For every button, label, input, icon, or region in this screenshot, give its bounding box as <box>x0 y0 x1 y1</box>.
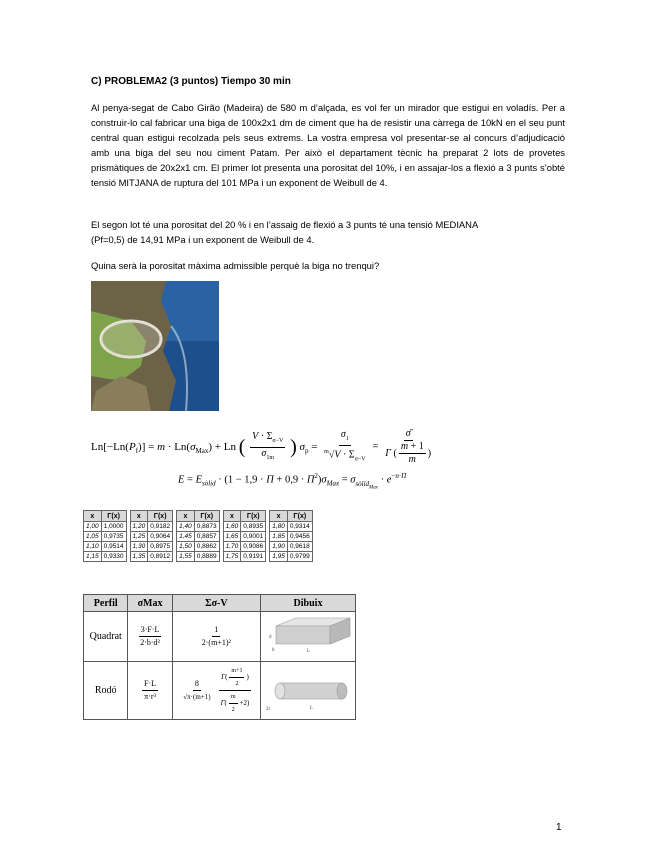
page-number: 1 <box>556 822 562 833</box>
sigma-sum-formula: $\frac{1}{\text{2·(m+1)²}}$ <box>172 612 260 662</box>
x-value: 1,70 <box>223 542 241 552</box>
gamma-value: 0,9618 <box>287 542 312 552</box>
second-lot-line-1: El segon lot té una porositat del 20 % i en l’assaig de flexió a 3 punts té una tensió MEDIANA <box>91 219 479 230</box>
x-value: 1,00 <box>84 522 102 532</box>
question-text: Quina serà la porositat màxima admissible perquè la biga no trenqui? <box>91 260 380 271</box>
x-value: 1,60 <box>223 522 241 532</box>
round-beam-drawing <box>261 662 356 720</box>
svg-text:b: b <box>272 648 275 653</box>
gamma-value: 0,9330 <box>101 552 126 562</box>
weibull-equation: $Ln[-Ln(P_f)] = m \cdot Ln(\sigma_{Max}) + Ln$ ( $\frac{V \cdot \Sigma_{\sigma-V}}{\sigma_{1m}}$ ) $\sigma_p$ = $\frac{\sigma_1}{^m√V \cdot \Sigma_{\sigma-V}}$ = σ̄ Γ ( $\frac{m + 1}{m}$ ) <box>91 428 432 465</box>
gamma-header-x: x <box>177 511 195 522</box>
header-sigma-max: σMax <box>128 595 172 612</box>
table-row <box>84 662 356 720</box>
gamma-header-x: x <box>270 511 288 522</box>
second-lot-line-2: (Pf=0,5) de 14,91 MPa i un exponent de Weibull de 4. <box>91 234 315 245</box>
gamma-header-gx: Γ(x) <box>287 511 312 522</box>
gamma-value: 0,9514 <box>101 542 126 552</box>
header-perfil: Perfil <box>84 595 128 612</box>
gamma-value: 0,9001 <box>241 532 266 542</box>
gamma-value: 0,9182 <box>148 522 173 532</box>
table-row <box>84 542 313 552</box>
x-value: 1,95 <box>270 552 288 562</box>
x-value: 1,85 <box>270 532 288 542</box>
table-row <box>84 522 313 532</box>
header-sigma-sum: Σσ-V <box>172 595 260 612</box>
sigma-sum-formula: $\frac{8}{√\pi\cdot(m+1)}$ Γ( $\frac{m+1}{2}$ ) Γ( $\frac{m}{2}$ +2) <box>172 662 260 720</box>
svg-text:L: L <box>307 649 311 654</box>
gamma-value: 0,8935 <box>241 522 266 532</box>
gamma-value: 0,8975 <box>148 542 173 552</box>
x-value: 1,10 <box>84 542 102 552</box>
gamma-header-gx: Γ(x) <box>241 511 266 522</box>
profile-table <box>83 594 356 720</box>
statement-paragraph: Al penya-segat de Cabo Girão (Madeira) de 580 m d’alçada, es vol fer un mirador que estigui en voladís. Per a construir-lo cal fabricar una biga de 100x2x1 dm de ciment que ha de resistir una càrrega de 10kN en el seu punt central quan estigui recolzada pels seus extrems. La vostra empresa vol presentar-se al concurs d’adjudicació amb una biga del seu nou ciment Patam. Per això el departament tècnic ha preparat 2 lots de provetes prismàtiques de 20x2x1 cm. El primer lot presenta una porositat del 10%, i en assajar-los a flexió a 3 punts s’obté tensió MITJANA de ruptura del 101 MPa i un exponent de Weibull de 4. <box>91 102 565 188</box>
gamma-value: 0,9735 <box>101 532 126 542</box>
gamma-value: 0,9799 <box>287 552 312 562</box>
gamma-header-x: x <box>130 511 148 522</box>
gamma-value: 0,8873 <box>194 522 219 532</box>
x-value: 1,40 <box>177 522 195 532</box>
table-row <box>84 532 313 542</box>
gamma-header-gx: Γ(x) <box>148 511 173 522</box>
svg-text:d: d <box>269 635 272 640</box>
gamma-value: 0,8857 <box>194 532 219 542</box>
x-value: 1,90 <box>270 542 288 552</box>
svg-text:L: L <box>310 706 314 711</box>
second-lot-paragraph <box>91 217 565 247</box>
gamma-value: 0,9191 <box>241 552 266 562</box>
table-row <box>84 552 313 562</box>
gamma-value: 0,9064 <box>148 532 173 542</box>
gamma-value: 0,9456 <box>287 532 312 542</box>
x-value: 1,25 <box>130 532 148 542</box>
x-value: 1,50 <box>177 542 195 552</box>
x-value: 1,80 <box>270 522 288 532</box>
gamma-value: 1,0000 <box>101 522 126 532</box>
svg-text:2r: 2r <box>266 707 271 712</box>
profile-name: Rodó <box>84 662 128 720</box>
gamma-value: 0,8912 <box>148 552 173 562</box>
gamma-table-header <box>84 511 313 522</box>
x-value: 1,55 <box>177 552 195 562</box>
x-value: 1,65 <box>223 532 241 542</box>
gamma-header-gx: Γ(x) <box>194 511 219 522</box>
x-value: 1,05 <box>84 532 102 542</box>
x-value: 1,30 <box>130 542 148 552</box>
sigma-max-formula: $\frac{F\cdot L}{\text{π·r³}}$ <box>128 662 172 720</box>
table-row <box>84 612 356 662</box>
x-value: 1,45 <box>177 532 195 542</box>
square-beam-drawing <box>261 612 356 662</box>
gamma-value: 0,8889 <box>194 552 219 562</box>
gamma-value: 0,9314 <box>287 522 312 532</box>
profile-name: Quadrat <box>84 612 128 662</box>
gamma-value: 0,8862 <box>194 542 219 552</box>
problem-heading: C) PROBLEMA2 (3 puntos) Tiempo 30 min <box>91 76 291 87</box>
gamma-header-x: x <box>84 511 102 522</box>
gamma-header-x: x <box>223 511 241 522</box>
x-value: 1,75 <box>223 552 241 562</box>
x-value: 1,35 <box>130 552 148 562</box>
gamma-function-table <box>83 510 313 562</box>
cliff-viewpoint-photo <box>91 281 219 411</box>
x-value: 1,15 <box>84 552 102 562</box>
gamma-value: 0,9086 <box>241 542 266 552</box>
header-dibuix: Dibuix <box>261 595 356 612</box>
porosity-equation: $E = E_{sòlid} \cdot (1 - 1,9 \cdot \Pi + 0,9 \cdot \Pi^2)\sigma_{Max} = \sigma_{sòlid_{Max}} \cdot e^{-n\cdot\Pi}$ <box>178 472 407 490</box>
sigma-max-formula: $\frac{3\cdot F\cdot L}{\text{2·b·d²}}$ <box>128 612 172 662</box>
profile-table-header <box>84 595 356 612</box>
x-value: 1,20 <box>130 522 148 532</box>
gamma-header-gx: Γ(x) <box>101 511 126 522</box>
